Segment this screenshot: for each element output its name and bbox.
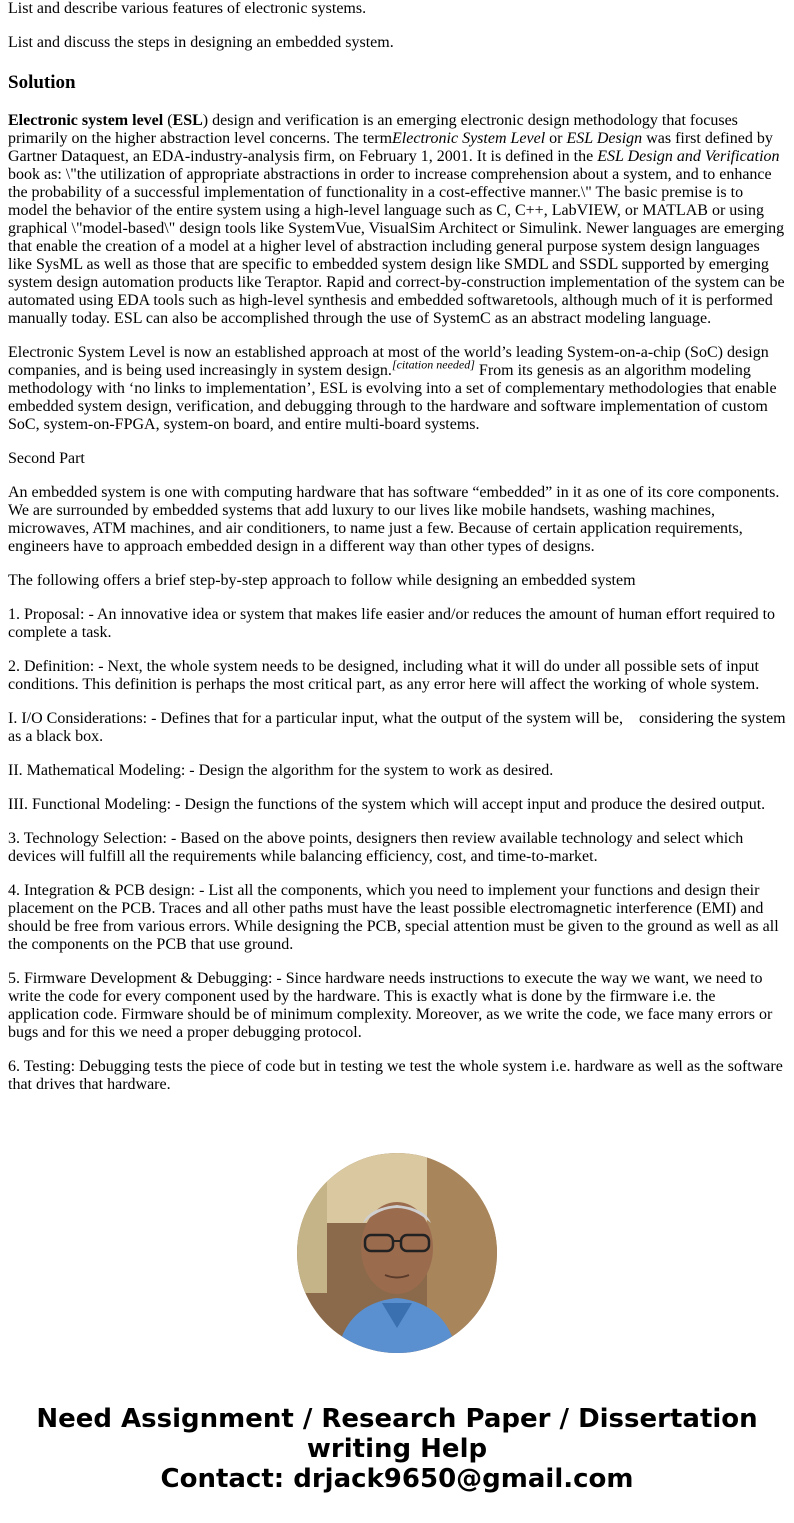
esl-paragraph [8,112,786,328]
esl2-text: Electronic System Level is now an established approach at most of the world’s leading System-on-a-chip (SoC) design companies, and is being used increasingly in system design. [8,344,769,379]
esl-text: was first defined by Gartner Dataquest, an EDA-industry-analysis firm, on February 1, 2001. It is defined in the [8,130,773,165]
step-item: 2. Definition: - Next, the whole system needs to be designed, including what it will do under all possible sets of input conditions. This definition is perhaps the most critical part, as any error here will affect the working of whole system. [8,658,760,693]
second-part-label: Second Part [8,450,85,467]
esl-italic: ESL Design [566,130,643,147]
steps-intro: The following offers a brief step-by-step approach to follow while designing an embedded system [8,572,636,589]
step-item: II. Mathematical Modeling: - Design the algorithm for the system to work as desired. [8,762,554,779]
step-item: 3. Technology Selection: - Based on the above points, designers then review available technology and select which devices will fulfill all the requirements while balancing efficiency, cost, and time-to-market. [8,830,744,865]
step-item: 5. Firmware Development & Debugging: - Since hardware needs instructions to execute the way we want, we need to write the code for every component used by the hardware. This is exactly what is done by the firmware i.e. the application code. Firmware should be of minimum complexity. Moreover, as we write the code, we face many errors or bugs and for this we need a proper debugging protocol. [8,970,773,1041]
esl-text: ( [163,112,173,129]
step-item: III. Functional Modeling: - Design the functions of the system which will accept input and produce the desired output. [8,796,766,813]
esl-text: ) design and verification is an emerging electronic design methodology that focuses primarily on the higher abstraction level concerns. The term [8,112,738,147]
solution-heading: Solution [8,72,76,93]
step-item: 6. Testing: Debugging tests the piece of code but in testing we test the whole system i.e. hardware as well as the software that drives that hardware. [8,1058,783,1093]
step-item: 4. Integration & PCB design: - List all the components, which you need to implement your functions and design their placement on the PCB. Traces and all other paths must have the least possible electromagnetic interference (EMI) and should be free from various errors. While designing the PCB, special attention must be given to the ground as well as all the components on the PCB that use ground. [8,882,779,953]
step-item: 1. Proposal: - An innovative idea or system that makes life easier and/or reduces the amount of human effort required to complete a task. [8,606,776,641]
esl-text: or [545,130,567,147]
embedded-intro: An embedded system is one with computing hardware that has software “embedded” in it as one of its core components. We are surrounded by embedded systems that add luxury to our lives like mobile handsets, washing machines, microwaves, ATM machines, and air conditioners, to name just a few. Because of certain application requirements, engineers have to approach embedded design in a different way than other types of designs. [8,484,780,555]
banner-line-2: writing Help [306,1434,488,1464]
esl2-text: From its genesis as an algorithm modeling methodology with ‘no links to implementation’, ESL is evolving into a set of complementary methodologies that enable embedded system design, verification, and debugging through to the hardware and software implementation of custom SoC, system-on-FPGA, system-on board, and entire multi-board systems. [8,362,777,433]
esl-paragraph-2 [8,344,786,434]
assignment-help-banner [0,1404,794,1494]
banner-line-1: Need Assignment / Research Paper / Dissertation [36,1404,758,1434]
esl-text: book as: \"the utilization of appropriate abstractions in order to increase comprehension about a system, and to enhance the probability of a successful implementation of functionality in a cost-effective manner.\" The basic premise is to model the behavior of the entire system using a high-level language such as C, C++, LabVIEW, or MATLAB or using graphical \"model-based\" design tools like SystemVue, VisualSim Architect or Simulink. Newer languages are emerging that enable the creation of a model at a higher level of abstraction including general purpose system design languages like SysML as well as those that are specific to embedded system design like SMDL and SSDL supported by emerging system design automation products like Teraptor. Rapid and correct-by-construction implementation of the system can be automated using EDA tools such as high-level synthesis and embedded softwaretools, although much of it is performed manually today. ESL can also be accomplished through the use of SystemC as an abstract modeling language. [8,166,785,327]
author-photo [297,1153,497,1353]
esl-italic: ESL Design and Verification [597,148,780,165]
citation-needed: [citation needed] [391,357,475,372]
esl-italic: Electronic System Level [392,130,546,147]
esl-term: Electronic system level [8,112,164,129]
banner-contact: Contact: drjack9650@gmail.com [160,1464,634,1494]
portrait-image [297,1153,497,1353]
question-2: List and discuss the steps in designing an embedded system. [8,34,394,51]
question-1: List and describe various features of electronic systems. [8,0,367,17]
step-item: I. I/O Considerations: - Defines that for a particular input, what the output of the system will be, considering the system as a black box. [8,710,790,745]
esl-abbr: ESL [172,112,203,129]
